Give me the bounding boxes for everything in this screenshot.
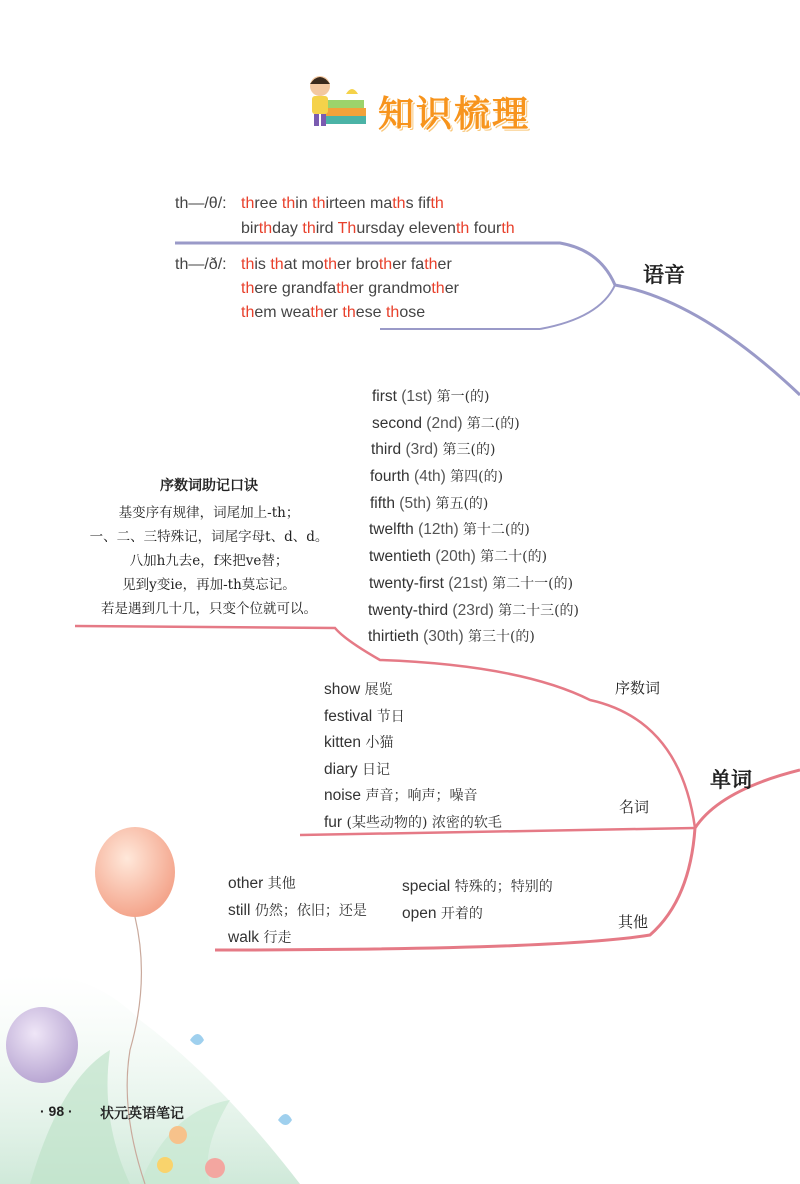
list-item bbox=[369, 519, 668, 546]
list-item bbox=[324, 679, 502, 706]
highlight-th: th bbox=[424, 256, 438, 273]
phonics-text: er bbox=[323, 304, 343, 321]
rhyme-line: 一、二、三特殊记，词尾字母t、d、d。 bbox=[89, 529, 329, 545]
highlight-th: th bbox=[241, 195, 255, 212]
phonics-text: ose bbox=[399, 304, 426, 321]
theta-label: th—/θ/: bbox=[175, 195, 227, 212]
chinese-meaning: 其他 bbox=[263, 876, 296, 892]
chinese-meaning: 展览 bbox=[360, 682, 393, 698]
chinese-meaning: 声音；响声；噪音 bbox=[361, 788, 478, 805]
ordinal-abbr: (4th) bbox=[409, 468, 451, 486]
english-word: walk bbox=[228, 929, 260, 946]
eth-line-1 bbox=[241, 253, 452, 277]
highlight-th: th bbox=[378, 256, 393, 273]
rhyme-line: 见到y变ie，再加-th莫忘记。 bbox=[122, 577, 296, 593]
ordinal-abbr: (3rd) bbox=[401, 441, 443, 459]
page-number: · 98 · bbox=[40, 1103, 73, 1119]
list-item bbox=[372, 413, 668, 440]
rhyme-title: 序数词助记口诀 bbox=[160, 478, 258, 494]
others-left-list bbox=[228, 873, 367, 954]
phonics-text: ursday eleven bbox=[356, 220, 456, 237]
list-item bbox=[370, 466, 668, 493]
highlight-th: th bbox=[342, 304, 356, 321]
phonics-text: ird bbox=[315, 220, 338, 237]
chinese-meaning: 第一(的) bbox=[436, 389, 490, 405]
english-word: fur bbox=[324, 813, 343, 831]
highlight-th: th bbox=[385, 304, 400, 321]
english-word: third bbox=[371, 441, 402, 459]
phonics-text: bir bbox=[241, 220, 259, 237]
rhyme-box bbox=[78, 475, 340, 621]
english-word: show bbox=[324, 681, 361, 698]
phonics-text: er grandmo bbox=[349, 280, 432, 297]
phonics-text: er fa bbox=[392, 256, 425, 273]
english-word: special bbox=[402, 878, 451, 895]
theta-line-1 bbox=[241, 192, 444, 216]
others-branch-label: 其他 bbox=[618, 913, 649, 931]
list-item bbox=[228, 927, 367, 954]
page-title: 知识梳理 bbox=[378, 94, 531, 135]
rhyme-line: 基变序有规律，词尾加上-th； bbox=[118, 505, 300, 521]
theta-line-2 bbox=[241, 217, 515, 241]
english-word: twentieth bbox=[369, 548, 432, 566]
english-word: kitten bbox=[324, 734, 362, 752]
eth-label: th—/ð/: bbox=[175, 256, 227, 273]
phonics-text: er bro bbox=[337, 256, 379, 273]
highlight-th: th bbox=[312, 195, 326, 212]
list-item bbox=[324, 759, 502, 786]
list-item bbox=[402, 903, 553, 930]
chinese-meaning: 仍然；依旧；还是 bbox=[250, 903, 367, 919]
phonics-text: em wea bbox=[254, 304, 311, 321]
highlight-th: th bbox=[431, 280, 445, 297]
english-word: open bbox=[402, 905, 437, 922]
english-word: still bbox=[228, 902, 251, 919]
highlight-th: th bbox=[336, 280, 350, 297]
english-word: other bbox=[228, 875, 264, 892]
rhyme-line: 若是遇到几十几，只变个位就可以。 bbox=[101, 601, 317, 617]
phonics-text: s fif bbox=[405, 195, 431, 212]
words-branch-label: 单词 bbox=[710, 768, 752, 792]
english-word: second bbox=[372, 414, 422, 432]
highlight-th: th bbox=[501, 220, 515, 237]
phonics-text: er bbox=[444, 280, 459, 297]
english-word: twenty-first bbox=[369, 574, 444, 592]
list-item bbox=[372, 386, 668, 413]
english-word: twelfth bbox=[369, 521, 414, 539]
phonics-text: is bbox=[254, 256, 271, 273]
list-item bbox=[371, 439, 668, 466]
eth-line-3 bbox=[241, 301, 425, 325]
ordinals-branch-label: 序数词 bbox=[615, 679, 661, 697]
phonics-text: ere grandfa bbox=[254, 280, 337, 297]
ordinal-abbr: (21st) bbox=[443, 574, 493, 592]
english-word: thirtieth bbox=[368, 628, 419, 646]
book-title: 状元英语笔记 bbox=[100, 1105, 184, 1121]
phonics-text: four bbox=[469, 220, 502, 237]
highlight-th: th bbox=[455, 220, 470, 237]
chinese-meaning: 第二十(的) bbox=[480, 549, 548, 566]
chinese-meaning: 第二十三(的) bbox=[498, 602, 580, 619]
highlight-th: th bbox=[281, 195, 296, 212]
list-item bbox=[370, 493, 668, 520]
ordinal-abbr: (30th) bbox=[418, 628, 468, 646]
highlight-th: th bbox=[241, 256, 255, 273]
highlight-th: th bbox=[392, 195, 406, 212]
list-item bbox=[369, 546, 668, 573]
english-word: noise bbox=[324, 787, 362, 805]
ordinal-abbr: (20th) bbox=[431, 548, 481, 566]
highlight-th: th bbox=[302, 220, 316, 237]
chinese-meaning: 第五(的) bbox=[435, 495, 489, 512]
ordinals-list bbox=[368, 386, 668, 653]
phonics-text: day bbox=[272, 220, 303, 237]
english-word: festival bbox=[324, 707, 373, 725]
chinese-meaning: 行走 bbox=[259, 930, 292, 946]
english-word: diary bbox=[324, 760, 358, 778]
chinese-meaning: 第二十一(的) bbox=[492, 575, 574, 592]
list-item bbox=[324, 812, 502, 839]
pronunciation-branch-label: 语音 bbox=[643, 263, 685, 287]
chinese-meaning: 节日 bbox=[372, 708, 405, 725]
highlight-th: th bbox=[270, 256, 284, 273]
list-item bbox=[228, 873, 367, 900]
chinese-meaning: 第十二(的) bbox=[462, 522, 530, 539]
chinese-meaning: 日记 bbox=[357, 761, 391, 778]
list-item bbox=[324, 785, 502, 812]
chinese-meaning: 第三(的) bbox=[442, 442, 496, 459]
highlight-th: Th bbox=[337, 220, 357, 237]
ordinal-abbr: (5th) bbox=[394, 494, 436, 512]
list-item bbox=[228, 900, 367, 927]
list-item bbox=[368, 600, 668, 627]
nouns-list bbox=[324, 679, 502, 839]
highlight-th: th bbox=[430, 195, 444, 212]
ordinal-abbr: (23rd) bbox=[448, 601, 499, 619]
chinese-meaning: (某些动物的) 浓密的软毛 bbox=[342, 814, 502, 831]
ordinal-abbr: (2nd) bbox=[421, 414, 467, 432]
phonics-text: ree bbox=[254, 195, 282, 212]
rhyme-line: 八加h九去e，f来把ve替； bbox=[129, 553, 289, 569]
list-item bbox=[402, 876, 553, 903]
chinese-meaning: 开着的 bbox=[436, 906, 483, 922]
highlight-th: th bbox=[241, 304, 255, 321]
english-word: fourth bbox=[370, 468, 410, 486]
highlight-th: th bbox=[258, 220, 273, 237]
nouns-branch-label: 名词 bbox=[619, 798, 650, 816]
chinese-meaning: 第三十(的) bbox=[467, 629, 535, 646]
english-word: first bbox=[372, 388, 397, 405]
others-right-list bbox=[402, 876, 553, 930]
eth-line-2 bbox=[241, 277, 459, 301]
highlight-th: th bbox=[310, 304, 324, 321]
chinese-meaning: 第二(的) bbox=[466, 415, 520, 432]
ordinal-abbr: (1st) bbox=[396, 388, 437, 405]
phonics-text: er bbox=[437, 256, 452, 273]
chinese-meaning: 小猫 bbox=[361, 735, 394, 752]
english-word: fifth bbox=[370, 494, 395, 512]
phonics-text: irteen ma bbox=[325, 195, 393, 212]
phonics-text: at mo bbox=[283, 256, 324, 273]
ordinal-abbr: (12th) bbox=[413, 521, 463, 539]
list-item bbox=[324, 732, 502, 759]
chinese-meaning: 第四(的) bbox=[450, 469, 504, 486]
header-illustration bbox=[306, 72, 370, 130]
english-word: twenty-third bbox=[368, 601, 449, 619]
phonics-text: ese bbox=[355, 304, 386, 321]
chinese-meaning: 特殊的；特别的 bbox=[450, 879, 553, 895]
highlight-th: th bbox=[323, 256, 338, 273]
phonics-text: in bbox=[295, 195, 313, 212]
list-item bbox=[324, 706, 502, 733]
list-item bbox=[368, 626, 668, 653]
list-item bbox=[369, 573, 668, 600]
highlight-th: th bbox=[241, 280, 255, 297]
